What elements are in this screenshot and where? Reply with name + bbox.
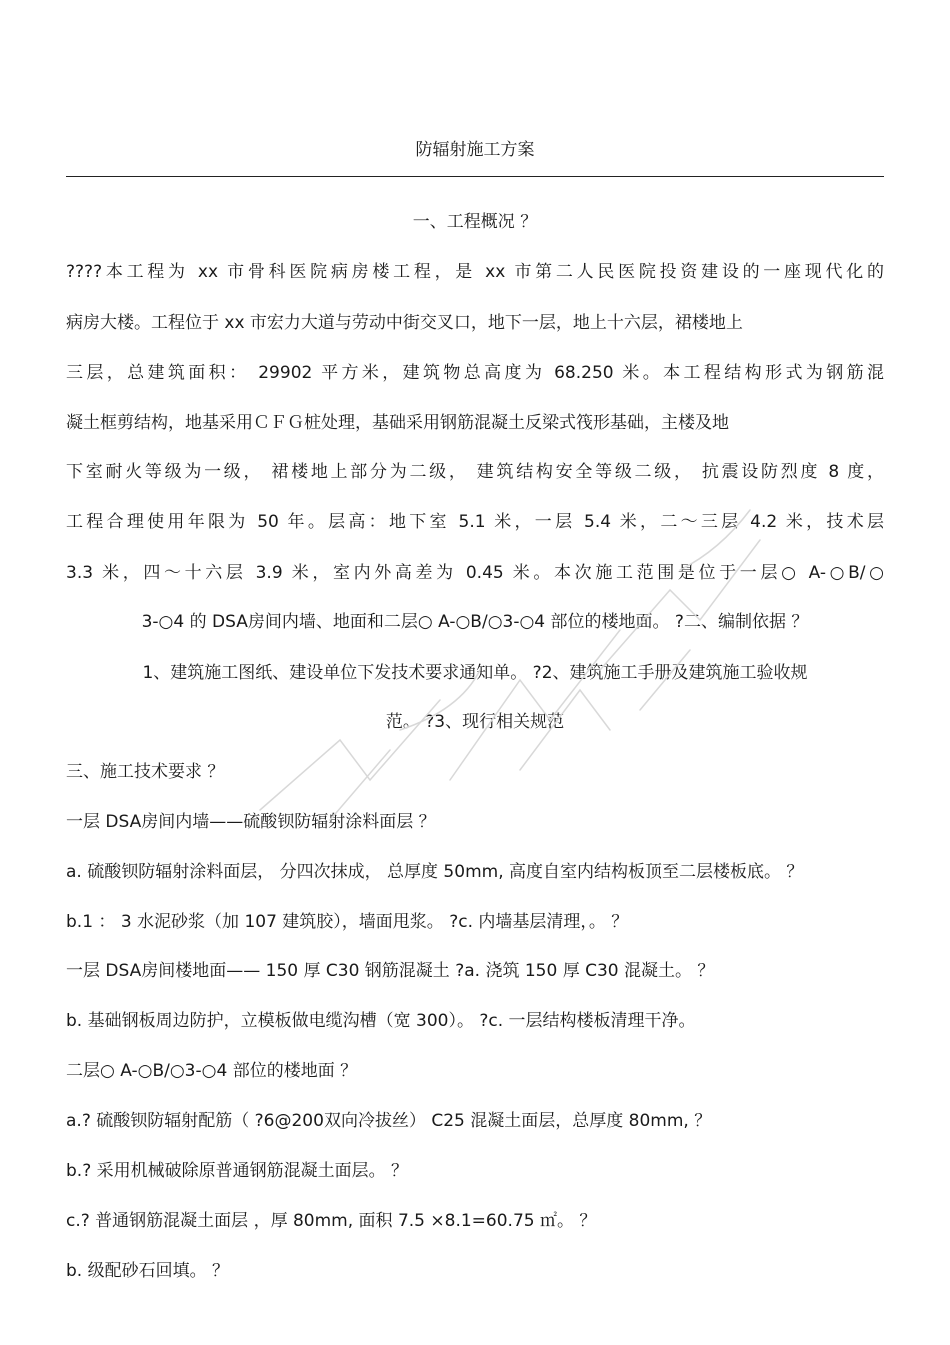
paragraph-line: 凝土框剪结构，地基采用ＣＦＧ桩处理，基础采用钢筋混凝土反梁式筏形基础，主楼及地 (66, 413, 729, 433)
heading-technical-requirements: 三、施工技术要求 ？ (66, 762, 225, 782)
document-title: 防辐射施工方案 (415, 140, 535, 160)
requirement-line: a.? 硫酸钡防辐射配筋（ ?6@200双向冷拔丝） C25 混凝土面层，总厚度 80mm, ？ (66, 1111, 712, 1131)
requirement-line: b. 基础钢板周边防护，立模板做电缆沟槽（宽 300）。 ?c. 一层结构楼板清理干净。 (66, 1011, 696, 1031)
paragraph-line: 3-○4 的 DSA房间内墙、地面和二层○ A-○B/○3-○4 部位的楼地面。 ?二、编制依据 ？ (141, 612, 809, 632)
subheading-line: 一层 DSA房间楼地面—— 150 厚 C30 钢筋混凝土 ?a. 浇筑 150 厚 C30 混凝土。 ？ (66, 961, 715, 981)
paragraph-line: 下室耐火等级为一级， 裙楼地上部分为二级， 建筑结构安全等级二级， 抗震设防烈度 8 度， (66, 462, 884, 482)
subheading-line: 一层 DSA房间内墙——硫酸钡防辐射涂料面层 ？ (66, 812, 436, 832)
paragraph-line: 三层，总建筑面积： 29902 平方米，建筑物总高度为 68.250 米。本工程结构形式为钢筋混 (66, 363, 884, 383)
subheading-line: 二层○ A-○B/○3-○4 部位的楼地面 ？ (66, 1061, 358, 1081)
requirement-line: b.1 ： 3 水泥砂浆（加 107 建筑胶），墙面甩浆。 ?c. 内墙基层清理，。 ？ (66, 912, 629, 932)
requirement-line: b.? 采用机械破除原普通钢筋混凝土面层。 ？ (66, 1161, 409, 1181)
paragraph-line: 3.3 米，四～十六层 3.9 米，室内外高差为 0.45 米。本次施工范围是位于一层○ A-○B/○ (66, 563, 884, 583)
title-divider (66, 176, 884, 177)
heading-project-overview: 一、工程概况 ？ (412, 212, 538, 232)
paragraph-line: 病房大楼。工程位于 xx 市宏力大道与劳动中街交叉口，地下一层，地上十六层，裙楼地上 (66, 313, 743, 333)
requirement-line: c.? 普通钢筋混凝土面层 ，厚 80mm, 面积 7.5 ×8.1=60.75 ㎡。 ？ (66, 1211, 597, 1231)
requirement-line: a. 硫酸钡防辐射涂料面层， 分四次抹成， 总厚度 50mm, 高度自室内结构板顶至二层楼板底。 ？ (66, 862, 804, 882)
paragraph-line: 1、建筑施工图纸、建设单位下发技术要求通知单。 ?2、建筑施工手册及建筑施工验收规 (142, 663, 808, 683)
paragraph-line: 工程合理使用年限为 50 年。层高：地下室 5.1 米，一层 5.4 米，二～三层 4.2 米，技术层 (66, 512, 884, 532)
requirement-line: b. 级配砂石回填。 ？ (66, 1261, 230, 1281)
paragraph-line: 范。 ?3、现行相关规范 (385, 712, 565, 732)
paragraph-line: ????本工程为 xx 市骨科医院病房楼工程，是 xx 市第二人民医院投资建设的一座现代化的 (66, 262, 884, 282)
